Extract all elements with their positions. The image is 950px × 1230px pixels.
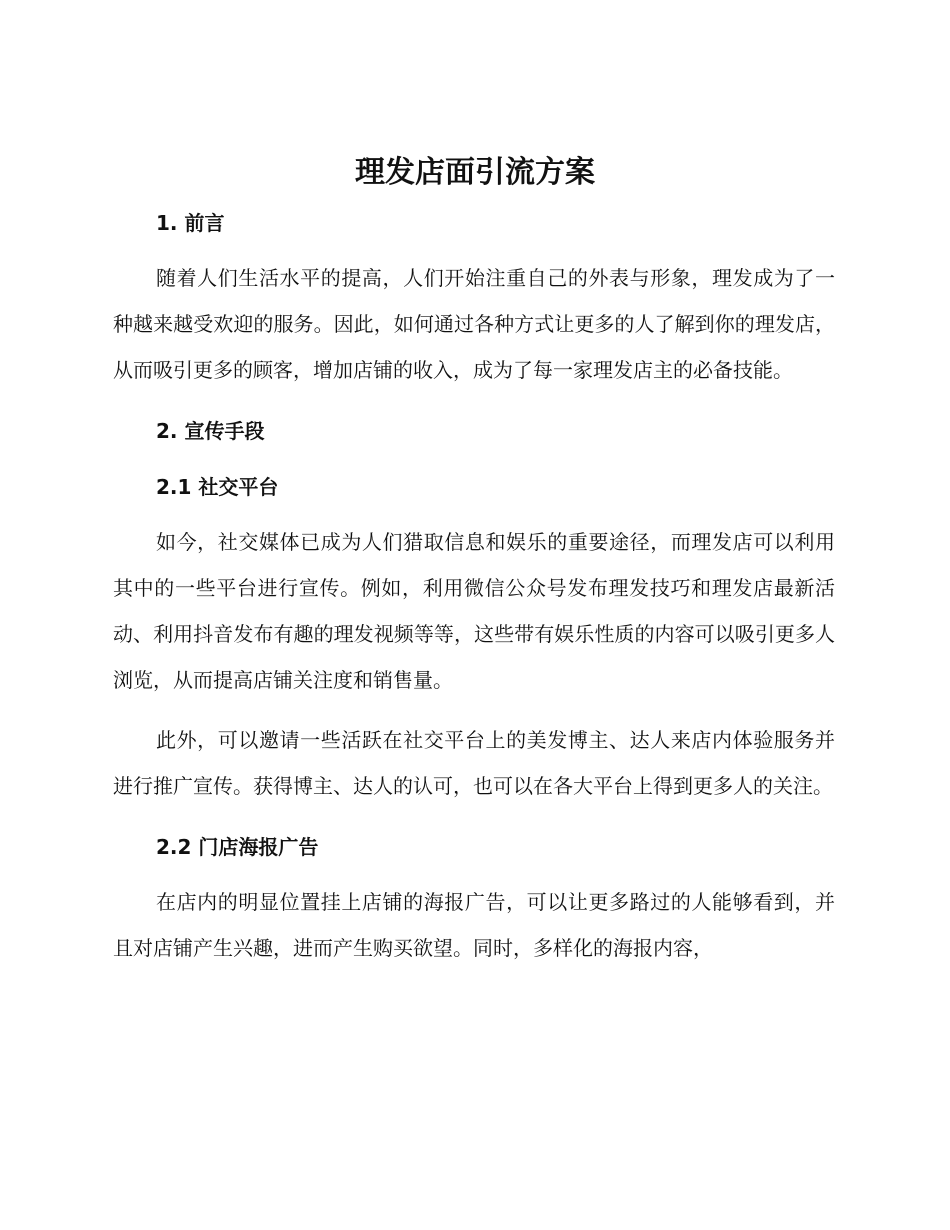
section-heading-promotion: 2. 宣传手段 [156, 419, 265, 443]
section-heading-preface: 1. 前言 [156, 211, 225, 235]
paragraph-preface: 随着人们生活水平的提高，人们开始注重自己的外表与形象，理发成为了一种越来越受欢迎的服务。因此，如何通过各种方式让更多的人了解到你的理发店，从而吸引更多的顾客，增加店铺的收入，成为了每一家理发店主的必备技能。 [113, 266, 835, 382]
section-heading-social-platform: 2.1 社交平台 [156, 475, 279, 499]
paragraph-social-platform-2: 此外，可以邀请一些活跃在社交平台上的美发博主、达人来店内体验服务并进行推广宣传。获得博主、达人的认可，也可以在各大平台上得到更多人的关注。 [113, 728, 835, 798]
paragraph-poster-ads: 在店内的明显位置挂上店铺的海报广告，可以让更多路过的人能够看到，并且对店铺产生兴趣，进而产生购买欲望。同时，多样化的海报内容， [113, 890, 835, 960]
document-title: 理发店面引流方案 [355, 155, 595, 190]
paragraph-social-platform-1: 如今，社交媒体已成为人们猎取信息和娱乐的重要途径，而理发店可以利用其中的一些平台进行宣传。例如，利用微信公众号发布理发技巧和理发店最新活动、利用抖音发布有趣的理发视频等等，这些带有娱乐性质的内容可以吸引更多人浏览，从而提高店铺关注度和销售量。 [113, 530, 835, 692]
document-body [113, 205, 835, 971]
section-heading-poster-ads: 2.2 门店海报广告 [156, 835, 319, 859]
